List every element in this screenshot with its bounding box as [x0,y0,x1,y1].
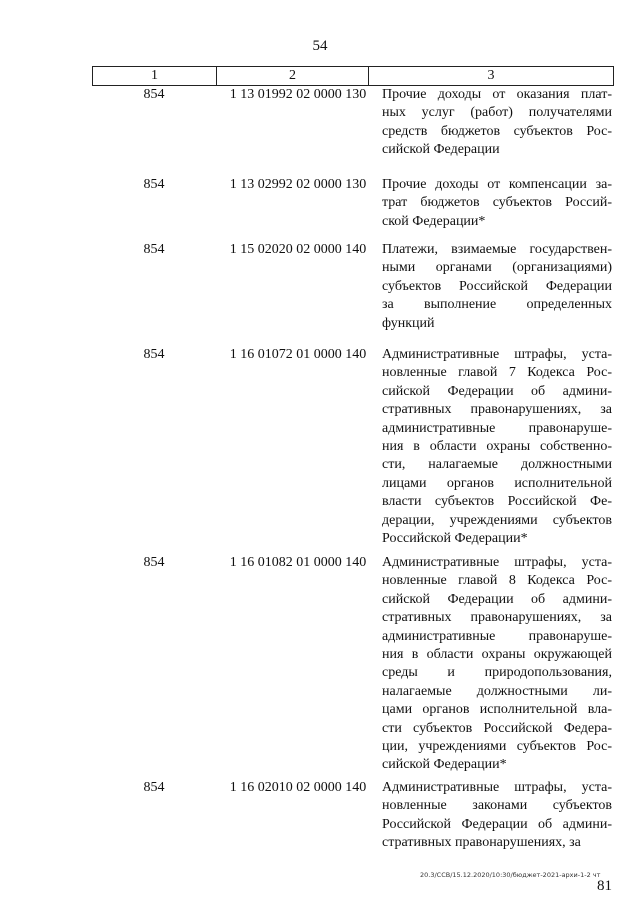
description-line: субъектов Российской Федерации [382,278,612,294]
admin-code-cell: 854 [143,242,165,257]
description-line: Прочие доходы от оказания плат- [382,87,612,102]
column-header-2: 2 [217,67,369,86]
description-line: стративных правонарушениях, за [382,610,612,626]
description-line: новленные законами субъектов [382,798,612,814]
description-cell [382,554,612,775]
description-line: сти субъектов Российской Федера- [382,720,612,736]
description-line: ния в области охраны окружающей [382,647,612,663]
description-line: Административные штрафы, уста- [382,780,612,795]
description-line: налагаемые должностными ли- [382,683,612,699]
admin-code-cell: 854 [143,87,165,102]
budget-code-cell: 1 13 02992 02 0000 130 [229,177,367,192]
description-line: сти, налагаемые должностными [382,457,612,473]
column-header-3: 3 [368,67,613,86]
description-line: Российской Федерации об админи- [382,816,612,832]
description-line: сийской Федерации [382,142,500,158]
description-line: сийской Федерации* [382,757,507,773]
description-cell [382,779,612,853]
footer-stamp: 20.3/ССВ/15.12.2020/10:30/бюджет-2021-архи-1-2 чт [420,871,601,879]
description-line: новленные главой 8 Кодекса Рос- [382,573,612,589]
description-line: новленные главой 7 Кодекса Рос- [382,365,612,381]
description-line: Административные штрафы, уста- [382,555,612,570]
admin-code-cell: 854 [143,177,165,192]
admin-code-cell: 854 [143,555,165,570]
description-line: дерации, учреждениями субъектов [382,512,612,528]
column-header-table [92,66,614,86]
description-line: трат бюджетов субъектов Россий- [382,195,612,211]
budget-code-cell: 1 16 01072 01 0000 140 [229,347,367,362]
admin-code-cell: 854 [143,347,165,362]
description-cell [382,241,612,333]
budget-code-cell: 1 16 02010 02 0000 140 [229,780,367,795]
description-line: Административные штрафы, уста- [382,347,612,362]
description-line: ции, учреждениями субъектов Рос- [382,739,612,755]
description-line: Российской Федерации* [382,531,528,547]
column-header-1: 1 [93,67,217,86]
description-line: власти субъектов Российской Фе- [382,494,612,510]
budget-code-cell: 1 13 01992 02 0000 130 [229,87,367,102]
description-cell [382,176,612,231]
description-line: цами органов исполнительной вла- [382,702,612,718]
description-line: ных услуг (работ) получателями [382,105,612,121]
description-line: ния в области охраны собственно- [382,439,612,455]
description-line: стративных правонарушениях, за [382,835,581,851]
description-line: административные правонаруше- [382,420,612,436]
description-line: средств бюджетов субъектов Рос- [382,123,612,139]
description-cell [382,86,612,160]
description-line: ской Федерации* [382,213,486,229]
footer-page-number: 81 [597,878,612,894]
description-line: стративных правонарушениях, за [382,402,612,418]
description-line: сийской Федерации об админи- [382,591,612,607]
budget-code-cell: 1 15 02020 02 0000 140 [229,242,367,257]
description-line: административные правонаруше- [382,628,612,644]
page-number: 54 [312,38,328,54]
description-line: среды и природопользования, [382,665,612,681]
description-line: лицами органов исполнительной [382,475,612,491]
description-cell [382,346,612,548]
description-line: за выполнение определенных [382,297,612,313]
admin-code-cell: 854 [143,780,165,795]
description-line: Прочие доходы от компенсации за- [382,177,612,192]
description-line: ными органами (организациями) [382,260,612,276]
budget-code-cell: 1 16 01082 01 0000 140 [229,555,367,570]
description-line: функций [382,315,435,331]
description-line: Платежи, взимаемые государствен- [382,242,612,257]
description-line: сийской Федерации об админи- [382,383,612,399]
